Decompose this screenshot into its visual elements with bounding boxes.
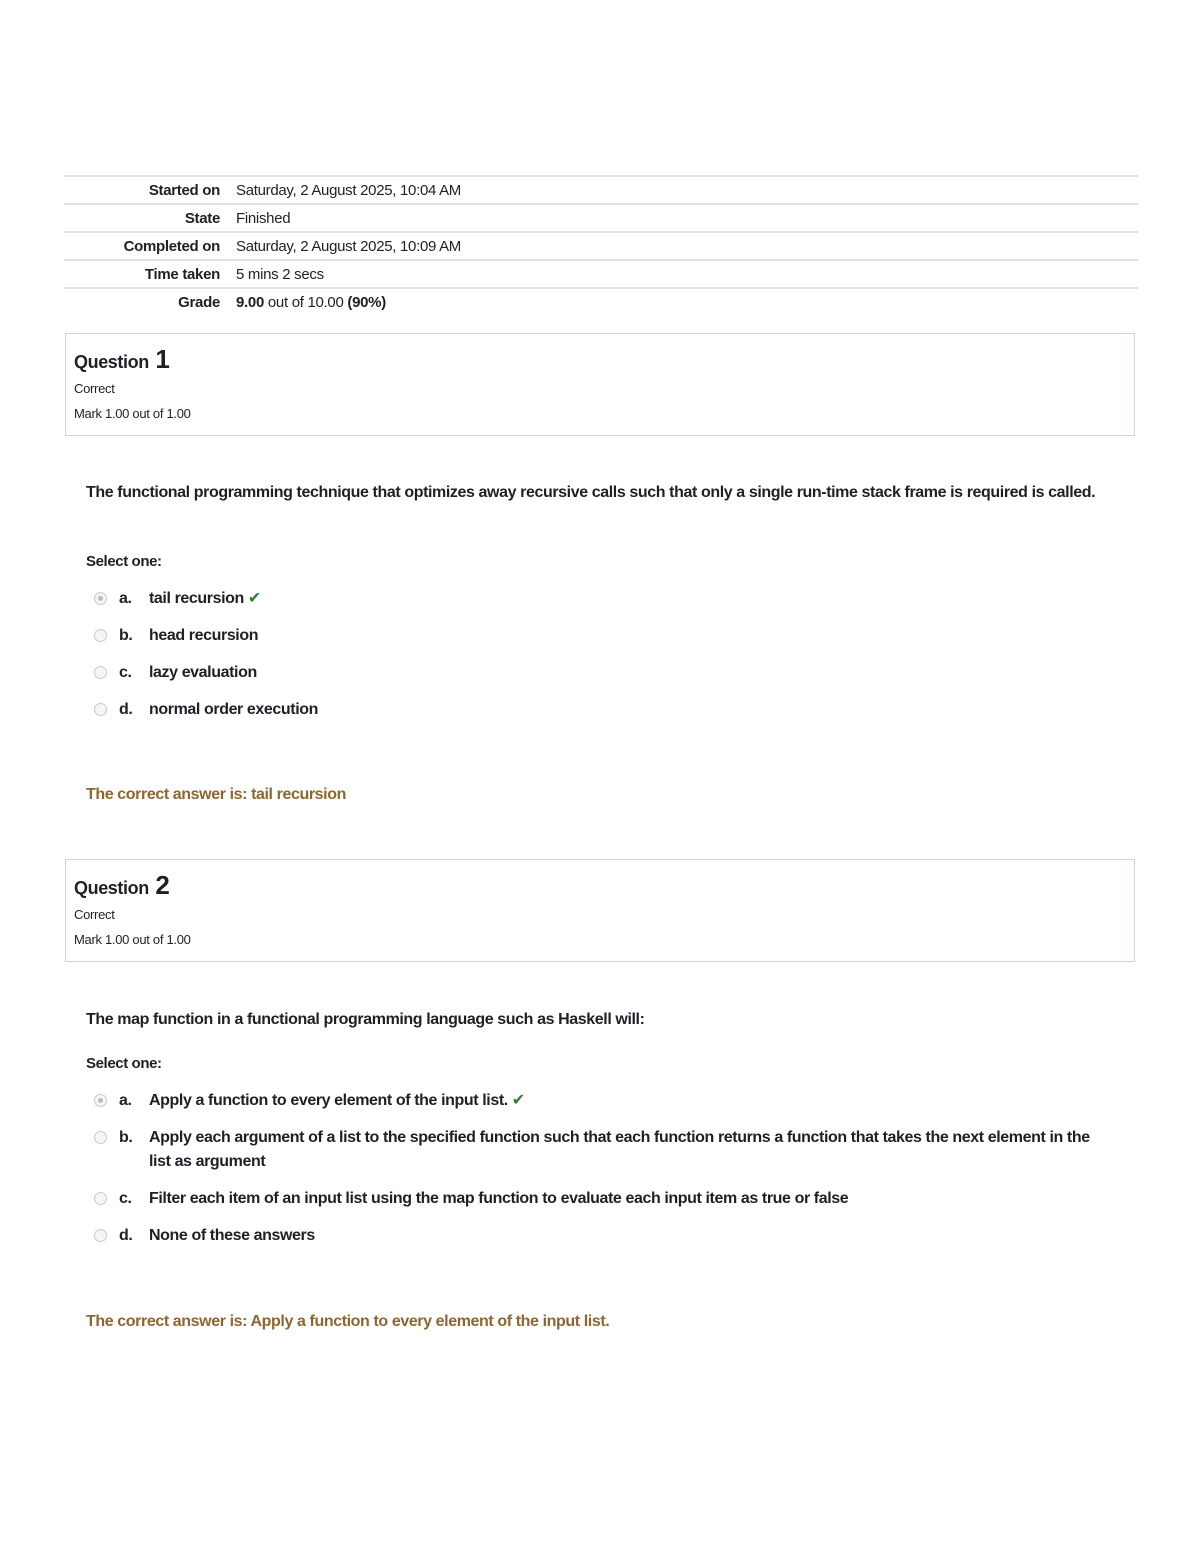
radio-button[interactable] [94, 629, 107, 642]
answer-text: lazy evaluation [149, 664, 257, 681]
attempt-summary [64, 175, 1138, 315]
check-icon: ✔ [511, 1092, 525, 1109]
question-text: The functional programming technique that optimizes away recursive calls such that only a single run-time stack frame is required is called. [86, 484, 1096, 501]
summary-row-grade [64, 287, 1138, 315]
summary-value [220, 294, 386, 311]
answer-list [94, 587, 1114, 735]
answer-label: tail recursion [149, 590, 244, 607]
select-prompt: Select one: [86, 553, 162, 570]
answer-option[interactable] [94, 587, 1114, 611]
question-info [65, 859, 1135, 962]
summary-row-completed [64, 231, 1138, 259]
question-label: Question [74, 352, 149, 372]
summary-value: Saturday, 2 August 2025, 10:09 AM [236, 237, 461, 255]
summary-value: Saturday, 2 August 2025, 10:04 AM [236, 181, 461, 199]
question-title [74, 870, 1126, 901]
summary-label: Time taken [144, 265, 220, 283]
answer-text: None of these answers [149, 1227, 315, 1244]
radio-button[interactable] [94, 703, 107, 716]
radio-button[interactable] [94, 1131, 107, 1144]
question-state: Correct [74, 907, 115, 922]
answer-letter: c. [119, 1190, 132, 1207]
answer-text: normal order execution [149, 701, 319, 718]
question-title [74, 344, 1126, 375]
answer-text [149, 1089, 1114, 1113]
answer-label: Apply a function to every element of the input list. [149, 1092, 508, 1109]
right-answer: The correct answer is: Apply a function to every element of the input list. [86, 1313, 610, 1330]
answer-letter: c. [119, 664, 132, 681]
answer-option[interactable] [94, 661, 1114, 685]
summary-row-started [64, 175, 1138, 203]
answer-letter: a. [119, 590, 132, 607]
answer-letter: d. [119, 701, 133, 718]
question-label: Question [74, 878, 149, 898]
answer-option[interactable] [94, 624, 1114, 648]
select-prompt: Select one: [86, 1055, 162, 1072]
radio-button[interactable] [94, 1192, 107, 1205]
summary-value: Finished [236, 209, 291, 227]
answer-option[interactable] [94, 1126, 1114, 1174]
summary-row-time [64, 259, 1138, 287]
summary-label: State [184, 209, 220, 227]
answer-option[interactable] [94, 698, 1114, 722]
question-info [65, 333, 1135, 436]
answer-text: Apply each argument of a list to the specified function such that each function returns a function that takes the next element in the list as argument [149, 1129, 1090, 1170]
grade-score: 9.00 [236, 293, 264, 311]
answer-text: Filter each item of an input list using the map function to evaluate each input item as true or false [149, 1190, 849, 1207]
answer-text [149, 587, 1114, 611]
question-number: 1 [155, 344, 170, 374]
summary-row-state [64, 203, 1138, 231]
answer-option[interactable] [94, 1187, 1114, 1211]
summary-label: Grade [178, 293, 220, 311]
question-mark: Mark 1.00 out of 1.00 [74, 406, 191, 421]
question-mark: Mark 1.00 out of 1.00 [74, 932, 191, 947]
radio-button[interactable] [94, 592, 107, 605]
summary-value: 5 mins 2 secs [236, 265, 324, 283]
summary-label: Completed on [123, 237, 220, 255]
grade-percent: (90%) [347, 293, 386, 311]
question-text: The map function in a functional programming language such as Haskell will: [86, 1011, 645, 1028]
question-number: 2 [155, 870, 170, 900]
summary-label: Started on [148, 181, 220, 199]
answer-list [94, 1089, 1114, 1261]
answer-letter: d. [119, 1227, 133, 1244]
radio-button[interactable] [94, 1229, 107, 1242]
answer-option[interactable] [94, 1224, 1114, 1248]
grade-rest: out of 10.00 [267, 293, 344, 311]
radio-button[interactable] [94, 1094, 107, 1107]
answer-letter: b. [119, 627, 133, 644]
answer-letter: a. [119, 1092, 132, 1109]
radio-button[interactable] [94, 666, 107, 679]
question-state: Correct [74, 381, 115, 396]
answer-option[interactable] [94, 1089, 1114, 1113]
answer-letter: b. [119, 1129, 133, 1146]
answer-text: head recursion [149, 627, 259, 644]
check-icon: ✔ [247, 590, 261, 607]
right-answer: The correct answer is: tail recursion [86, 786, 346, 803]
